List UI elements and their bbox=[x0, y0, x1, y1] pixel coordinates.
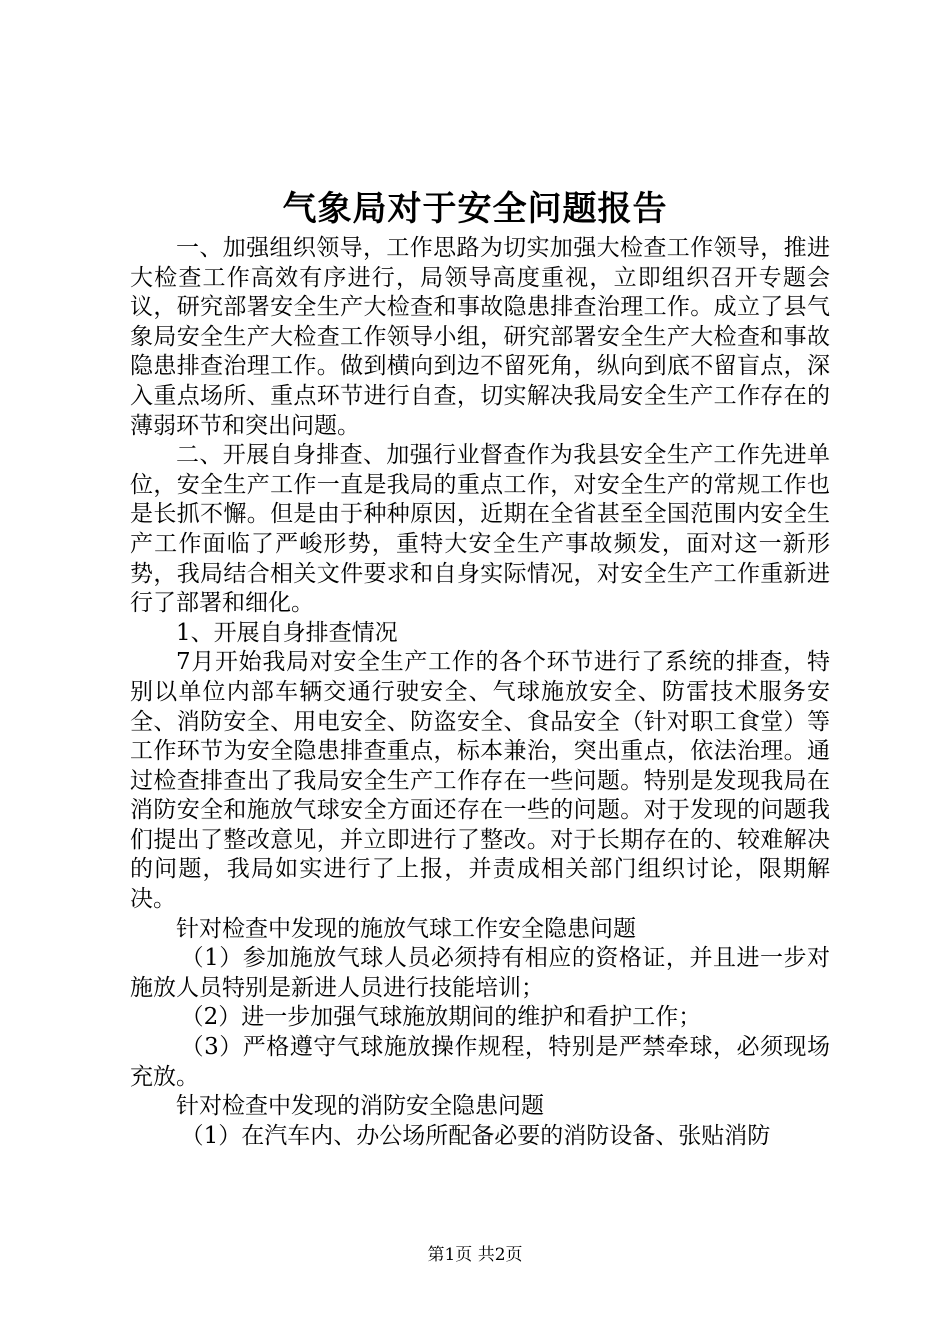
paragraph: （1）参加施放气球人员必须持有相应的资格证，并且进一步对施放人员特别是新进人员进行技能培训； bbox=[130, 945, 830, 1001]
document-title: 气象局对于安全问题报告 bbox=[282, 189, 668, 229]
paragraph: （2）进一步加强气球施放期间的维护和看护工作； bbox=[180, 1004, 702, 1031]
paragraph: 针对检查中发现的施放气球工作安全隐患问题 bbox=[176, 915, 636, 942]
paragraph: 针对检查中发现的消防安全隐患问题 bbox=[176, 1093, 544, 1120]
page-footer: 第1页 共2页 bbox=[427, 1245, 523, 1265]
paragraph: 1、开展自身排查情况 bbox=[176, 619, 398, 646]
paragraph: 7月开始我局对安全生产工作的各个环节进行了系统的排查，特别以单位内部车辆交通行驶安全、气球施放安全、防雷技术服务安全、消防安全、用电安全、防盗安全、食品安全（针对职工食堂）等工作环节为安全隐患排查重点，标本兼治，突出重点，依法治理。通过检查排查出了我局安全生产工作存在一些问题。特别是发现我局在消防安全和施放气球安全方面还存在一些的问题。对于发现的问题我们提出了整改意见，并立即进行了整改。对于长期存在的、较难解决的问题，我局如实进行了上报，并责成相关部门组织讨论，限期解决。 bbox=[130, 649, 830, 913]
paragraph: （1）在汽车内、办公场所配备必要的消防设备、张贴消防 bbox=[180, 1122, 771, 1149]
paragraph: （3）严格遵守气球施放操作规程，特别是严禁牵球，必须现场充放。 bbox=[130, 1034, 830, 1090]
document-body bbox=[130, 234, 830, 1151]
paragraph: 一、加强组织领导，工作思路为切实加强大检查工作领导，推进大检查工作高效有序进行，局领导高度重视，立即组织召开专题会议，研究部署安全生产大检查和事故隐患排查治理工作。成立了县气象局安全生产大检查工作领导小组，研究部署安全生产大检查和事故隐患排查治理工作。做到横向到边不留死角，纵向到底不留盲点，深入重点场所、重点环节进行自查，切实解决我局安全生产工作存在的薄弱环节和突出问题。 bbox=[130, 235, 830, 439]
paragraph: 二、开展自身排查、加强行业督查作为我县安全生产工作先进单位，安全生产工作一直是我局的重点工作，对安全生产的常规工作也是长抓不懈。但是由于种种原因，近期在全省甚至全国范围内安全生产工作面临了严峻形势，重特大安全生产事故频发，面对这一新形势，我局结合相关文件要求和自身实际情况，对安全生产工作重新进行了部署和细化。 bbox=[130, 442, 830, 617]
